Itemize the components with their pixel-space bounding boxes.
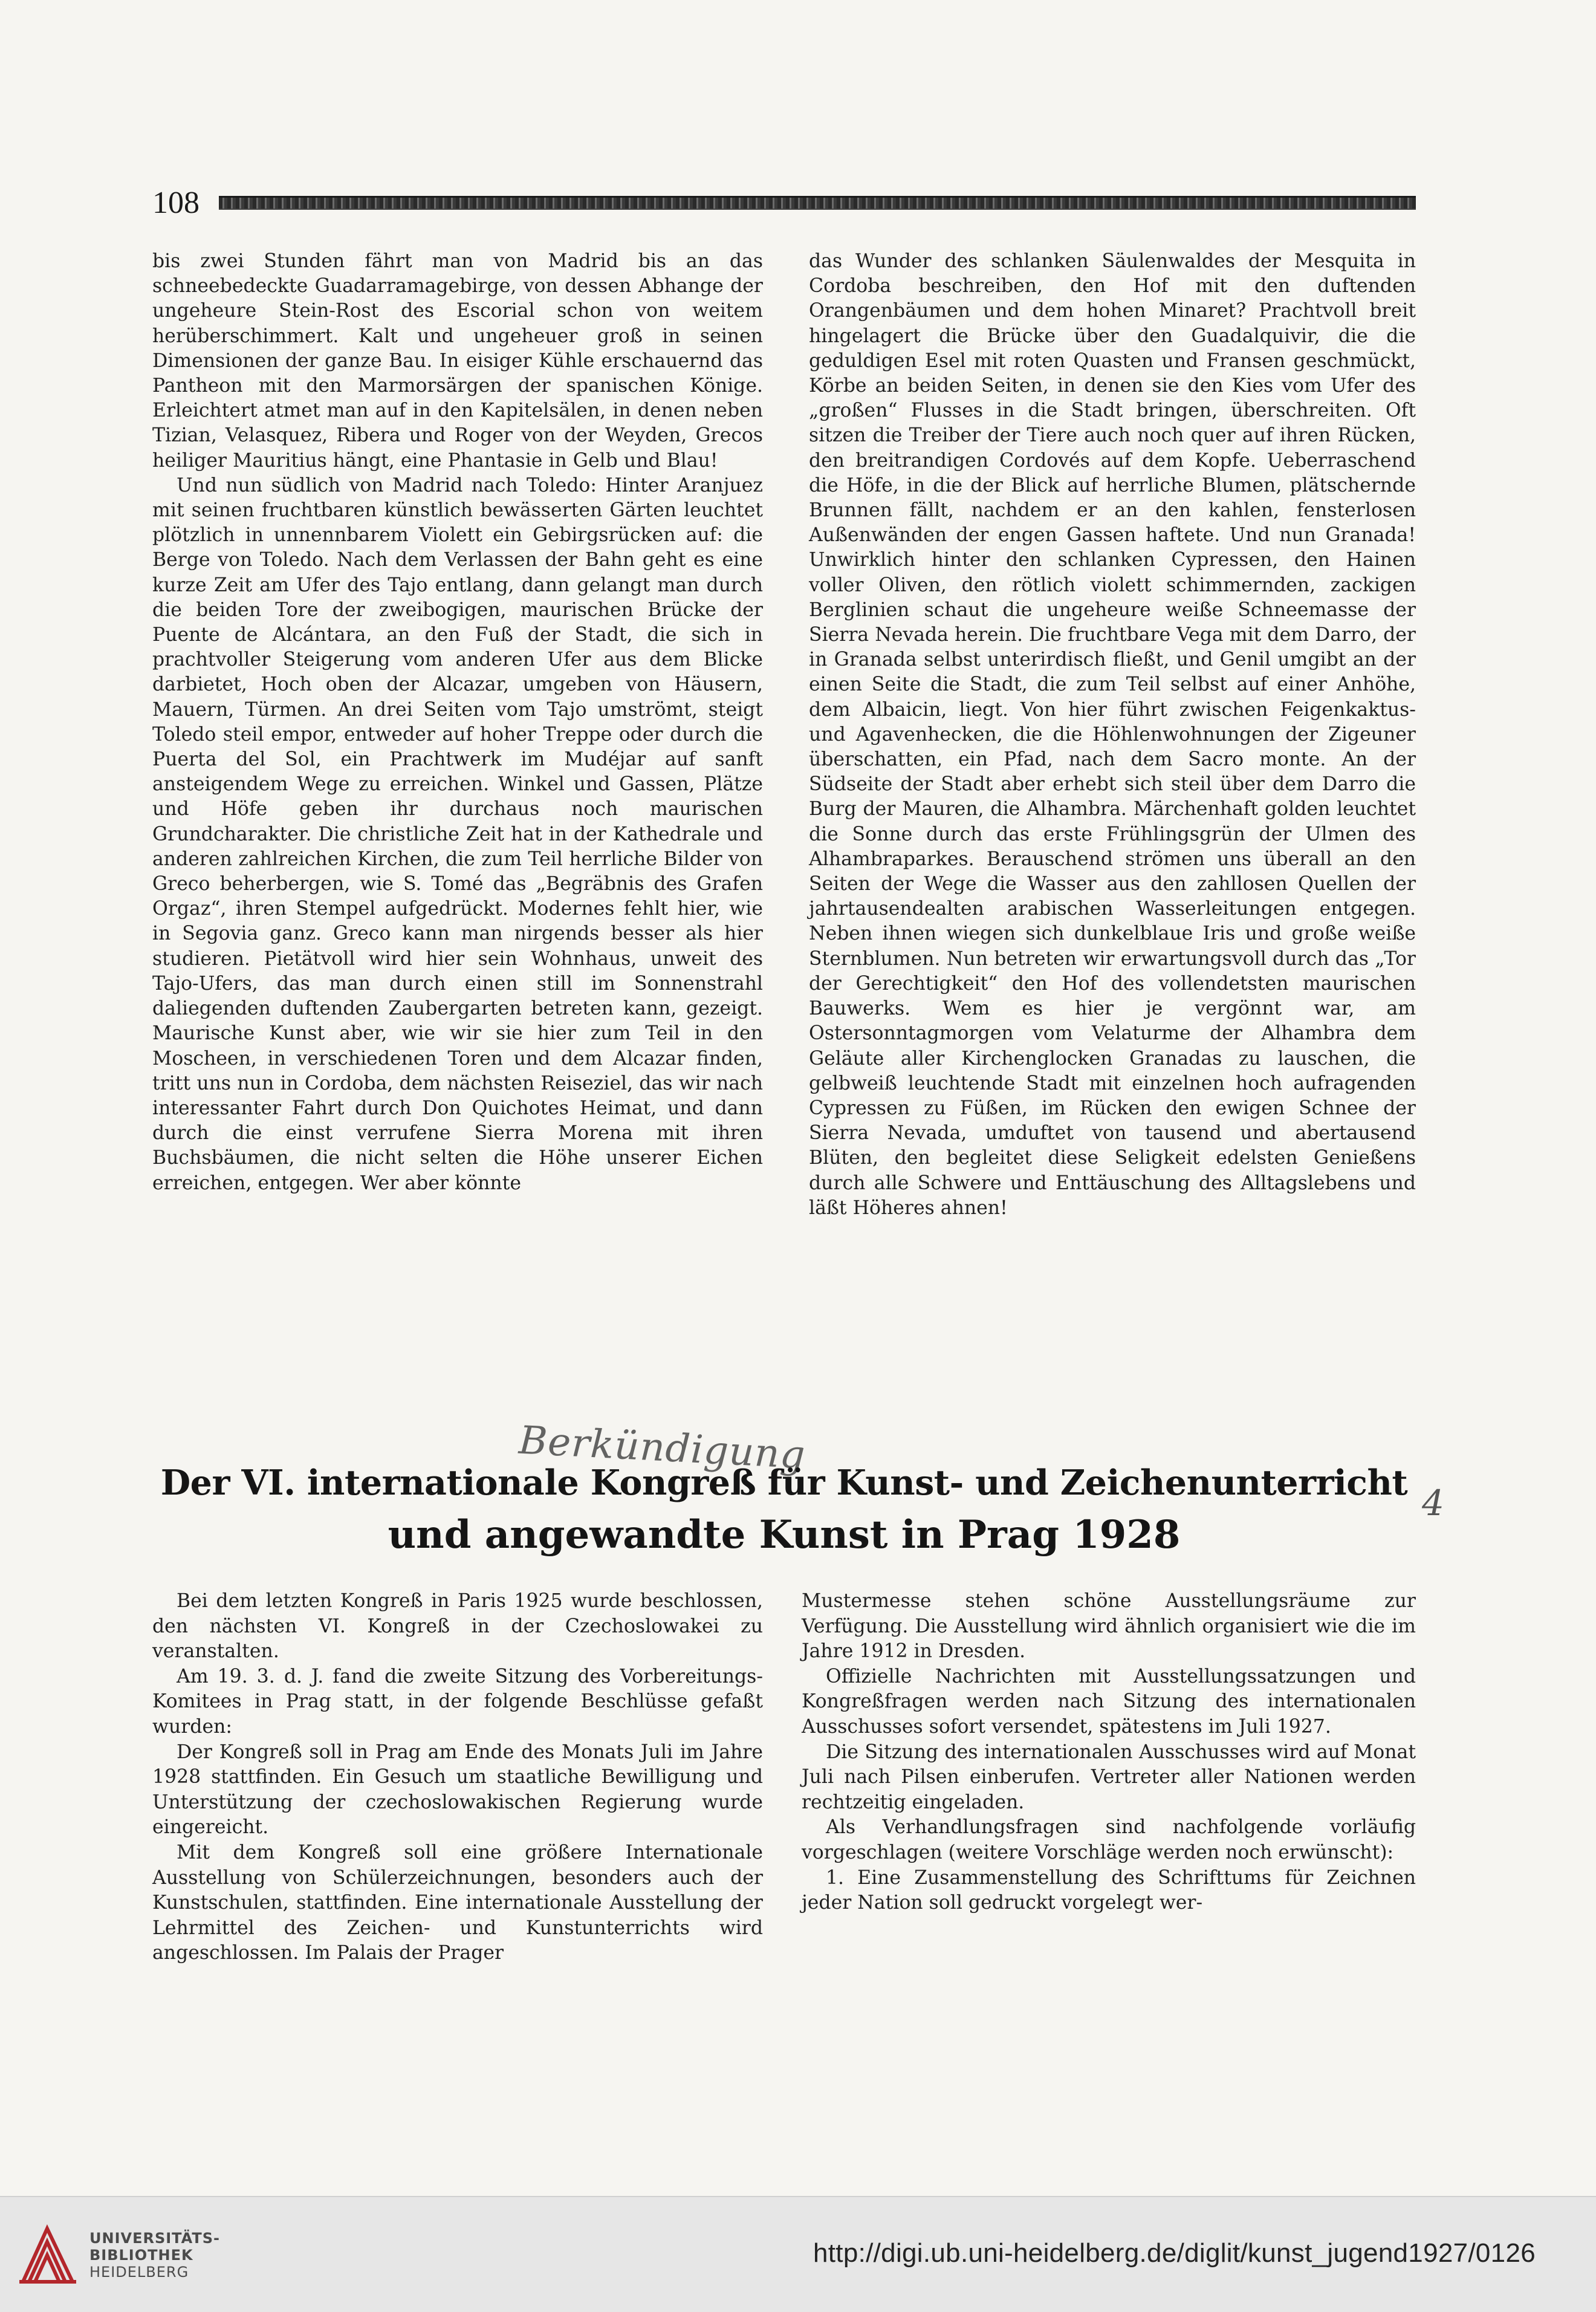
paragraph: Bei dem letzten Kongreß in Paris 1925 wurde beschlossen, den nächsten VI. Kongreß in der Czechoslowakei zu veranstalten. (152, 1590, 763, 1663)
left-column-bottom (152, 1589, 763, 1966)
margin-handwritten-mark: 4 (1422, 1482, 1444, 1524)
paragraph: Der Kongreß soll in Prag am Ende des Monats Juli im Jahre 1928 stattfinden. Ein Gesuch um staatliche Bewilligung und Unterstützung der czechoslowakischen Regierung wurde eingereicht. (152, 1741, 763, 1839)
paragraph: Am 19. 3. d. J. fand die zweite Sitzung des Vorbereitungs-Komitees in Prag statt, in der folgende Beschlüsse gefaßt wurden: (152, 1665, 763, 1738)
right-column-bottom (802, 1589, 1416, 1916)
paragraph: das Wunder des schlanken Säulenwaldes der Mesquita in Cordoba beschreiben, den Hof mit den duftenden Orangenbäumen und dem hohen Minaret? Prachtvoll breit hingelagert die Brücke über den Guadalquivir, die die geduldigen Esel mit roten Quasten und Fransen geschmückt, Körbe an beiden Seiten, in denen sie den Kies vom Ufer des „großen“ Flusses in die Stadt bringen, überschreiten. Oft sitzen die Treiber der Tiere auch noch quer auf ihren Rücken, den breitrandigen Cordovés auf dem Kopfe. Ueberraschend die Höfe, in die der Blick auf herrliche Blumen, plätschernde Brunnen fällt, nachdem er an den kahlen, fensterlosen Außenwänden der engen Gassen haftete. Und nun Granada! Unwirklich hinter den schlanken Cypressen, den Hainen voller Oliven, den rötlich violett schimmernden, zackigen Berglinien schaut die ungeheure weiße Schneemasse der Sierra Nevada herein. Die fruchtbare Vega mit dem Darro, der in Granada selbst unterirdisch fließt, und Genil umgibt an der einen Seite die Stadt, die zum Teil selbst auf einer Anhöhe, dem Albaicin, liegt. Von hier führt zwischen Feigenkaktus- und Agavenhecken, die die Höhlenwohnungen der Zigeuner überschatten, ein Pfad, nach dem Sacro monte. An der Südseite der Stadt aber erhebt sich steil über dem Darro die Burg der Mauren, die Alhambra. Märchenhaft golden leuchtet die Sonne durch das erste Frühlingsgrün der Ulmen des Alhambraparkes. Berauschend strömen uns überall an den Seiten der Wege die Wasser aus den zahllosen Quellen der jahrtausendealten arabischen Wasserleitungen entgegen. Neben ihnen wiegen sich dunkelblaue Iris und große weiße Sternblumen. Nun betreten wir erwartungsvoll durch das „Tor der Gerechtigkeit“ den Hof des vollendetsten maurischen Bauwerks. Wem es hier je vergönnt war, am Ostersonntagmorgen vom Velaturme der Alhambra dem Geläute aller Kirchenglocken Granadas zu lauschen, die gelbweiß leuchtende Stadt mit einzelnen hoch aufragenden Cypressen zu Füßen, im Rücken den ewigen Schnee der Sierra Nevada, umduftet von tausend und abertausend Blüten, den begleitet diese Seligkeit edelsten Genießens durch alle Schwere und Enttäuschung des Alltagslebens und läßt Höheres ahnen! (809, 250, 1416, 1219)
library-name-line-1: UNIVERSITÄTS- (89, 2230, 221, 2247)
section-title (152, 1457, 1416, 1561)
heidelberg-library-logo-icon[interactable] (15, 2216, 81, 2289)
right-column-top (809, 249, 1416, 1221)
paragraph: Mustermesse stehen schöne Ausstellungsräume zur Verfügung. Die Ausstellung wird ähnlich organisiert wie die im Jahre 1912 in Dresden. (802, 1590, 1416, 1663)
paragraph: Offizielle Nachrichten mit Ausstellungssatzungen und Kongreßfragen werden nach Sitzung des internationalen Ausschusses sofort versendet, spätestens im Juli 1927. (802, 1665, 1416, 1738)
page-header (152, 185, 1416, 221)
paragraph: Und nun südlich von Madrid nach Toledo: Hinter Aranjuez mit seinen fruchtbaren künstlich bewässerten Gärten leuchtet plötzlich in unnennbarem Violett ein Gebirgsrücken auf: die Berge von Toledo. Nach dem Verlassen der Bahn geht es eine kurze Zeit am Ufer des Tajo entlang, dann gelangt man durch die beiden Tore der zweibogigen, maurischen Brücke der Puente de Alcántara, an den Fuß der Stadt, die sich in prachtvoller Steigerung vom anderen Ufer aus dem Blicke darbietet, Hoch oben der Alcazar, umgeben von Häusern, Mauern, Türmen. An drei Seiten vom Tajo umströmt, steigt Toledo steil empor, entweder auf hoher Treppe oder durch die Puerta del Sol, ein Prachtwerk im Mudéjar auf sanft ansteigendem Wege zu erreichen. Winkel und Gassen, Plätze und Höfe geben ihr durchaus noch maurischen Grundcharakter. Die christliche Zeit hat in der Kathedrale und anderen zahlreichen Kirchen, die zum Teil herrliche Bilder von Greco beherbergen, wie S. Tomé das „Begräbnis des Grafen Orgaz“, ihren Stempel aufgedrückt. Modernes fehlt hier, wie in Segovia ganz. Greco kann man nirgends besser als hier studieren. Pietätvoll wird hier sein Wohnhaus, unweit des Tajo-Ufers, das man durch einen still im Sonnenstrahl daliegenden duftenden Zaubergarten betreten kann, gezeigt. Maurische Kunst aber, wie wir sie hier zum Teil in den Moscheen, in verschiedenen Toren und dem Alcazar finden, tritt uns nun in Cordoba, dem nächsten Reiseziel, das wir nach interessanter Fahrt durch Don Quichotes Heimat, und dann durch die einst verrufene Sierra Morena mit ihren Buchsbäumen, die nicht selten die Höhe unserer Eichen erreichen, entgegen. Wer aber könnte (152, 474, 763, 1194)
viewer-footer (0, 2196, 1596, 2312)
paragraph: bis zwei Stunden fährt man von Madrid bis an das schneebedeckte Guadarramagebirge, von dessen Abhange der ungeheure Stein-Rost des Escorial schon von weitem herüberschimmert. Kalt und ungeheuer groß in seinen Dimensionen der ganze Bau. In eisiger Kühle erschauernd das Pantheon mit den Marmorsärgen der spanischen Könige. Erleichtert atmet man auf in den Kapitelsälen, in denen neben Tizian, Velasquez, Ribera und Roger von der Weyden, Grecos heiliger Mauritius hängt, eine Phantasie in Gelb und Blau! (152, 250, 763, 472)
library-name-line-3: HEIDELBERG (89, 2264, 189, 2281)
library-name (89, 2230, 220, 2281)
paragraph: Als Verhandlungsfragen sind nachfolgende vorläufig vorgeschlagen (weitere Vorschläge werden noch erwünscht): (802, 1816, 1416, 1863)
header-rule (219, 196, 1416, 210)
section-title-line-1: Der VI. internationale Kongreß für Kunst- und Zeichenunterricht (160, 1463, 1408, 1503)
paragraph: 1. Eine Zusammenstellung des Schrifttums für Zeichnen jeder Nation soll gedruckt vorgelegt wer- (802, 1866, 1416, 1914)
section-title-line-2: und angewandte Kunst in Prag 1928 (388, 1512, 1181, 1557)
page-number: 108 (152, 186, 199, 220)
paragraph: Mit dem Kongreß soll eine größere Internationale Ausstellung von Schülerzeichnungen, besonders auch der Kunstschulen, stattfinden. Eine internationale Ausstellung der Lehrmittel des Zeichen- und Kunstunterrichts wird angeschlossen. Im Palais der Prager (152, 1841, 763, 1964)
library-name-line-2: BIBLIOTHEK (89, 2247, 193, 2264)
paragraph: Die Sitzung des internationalen Ausschusses wird auf Monat Juli nach Pilsen einberufen. Vertreter aller Nationen werden rechtzeitig eingeladen. (802, 1741, 1416, 1813)
left-column-top (152, 249, 763, 1196)
source-url[interactable]: http://digi.ub.uni-heidelberg.de/diglit/kunst_jugend1927/0126 (813, 2238, 1536, 2268)
handwritten-annotation: Berkündigung (517, 1418, 807, 1478)
